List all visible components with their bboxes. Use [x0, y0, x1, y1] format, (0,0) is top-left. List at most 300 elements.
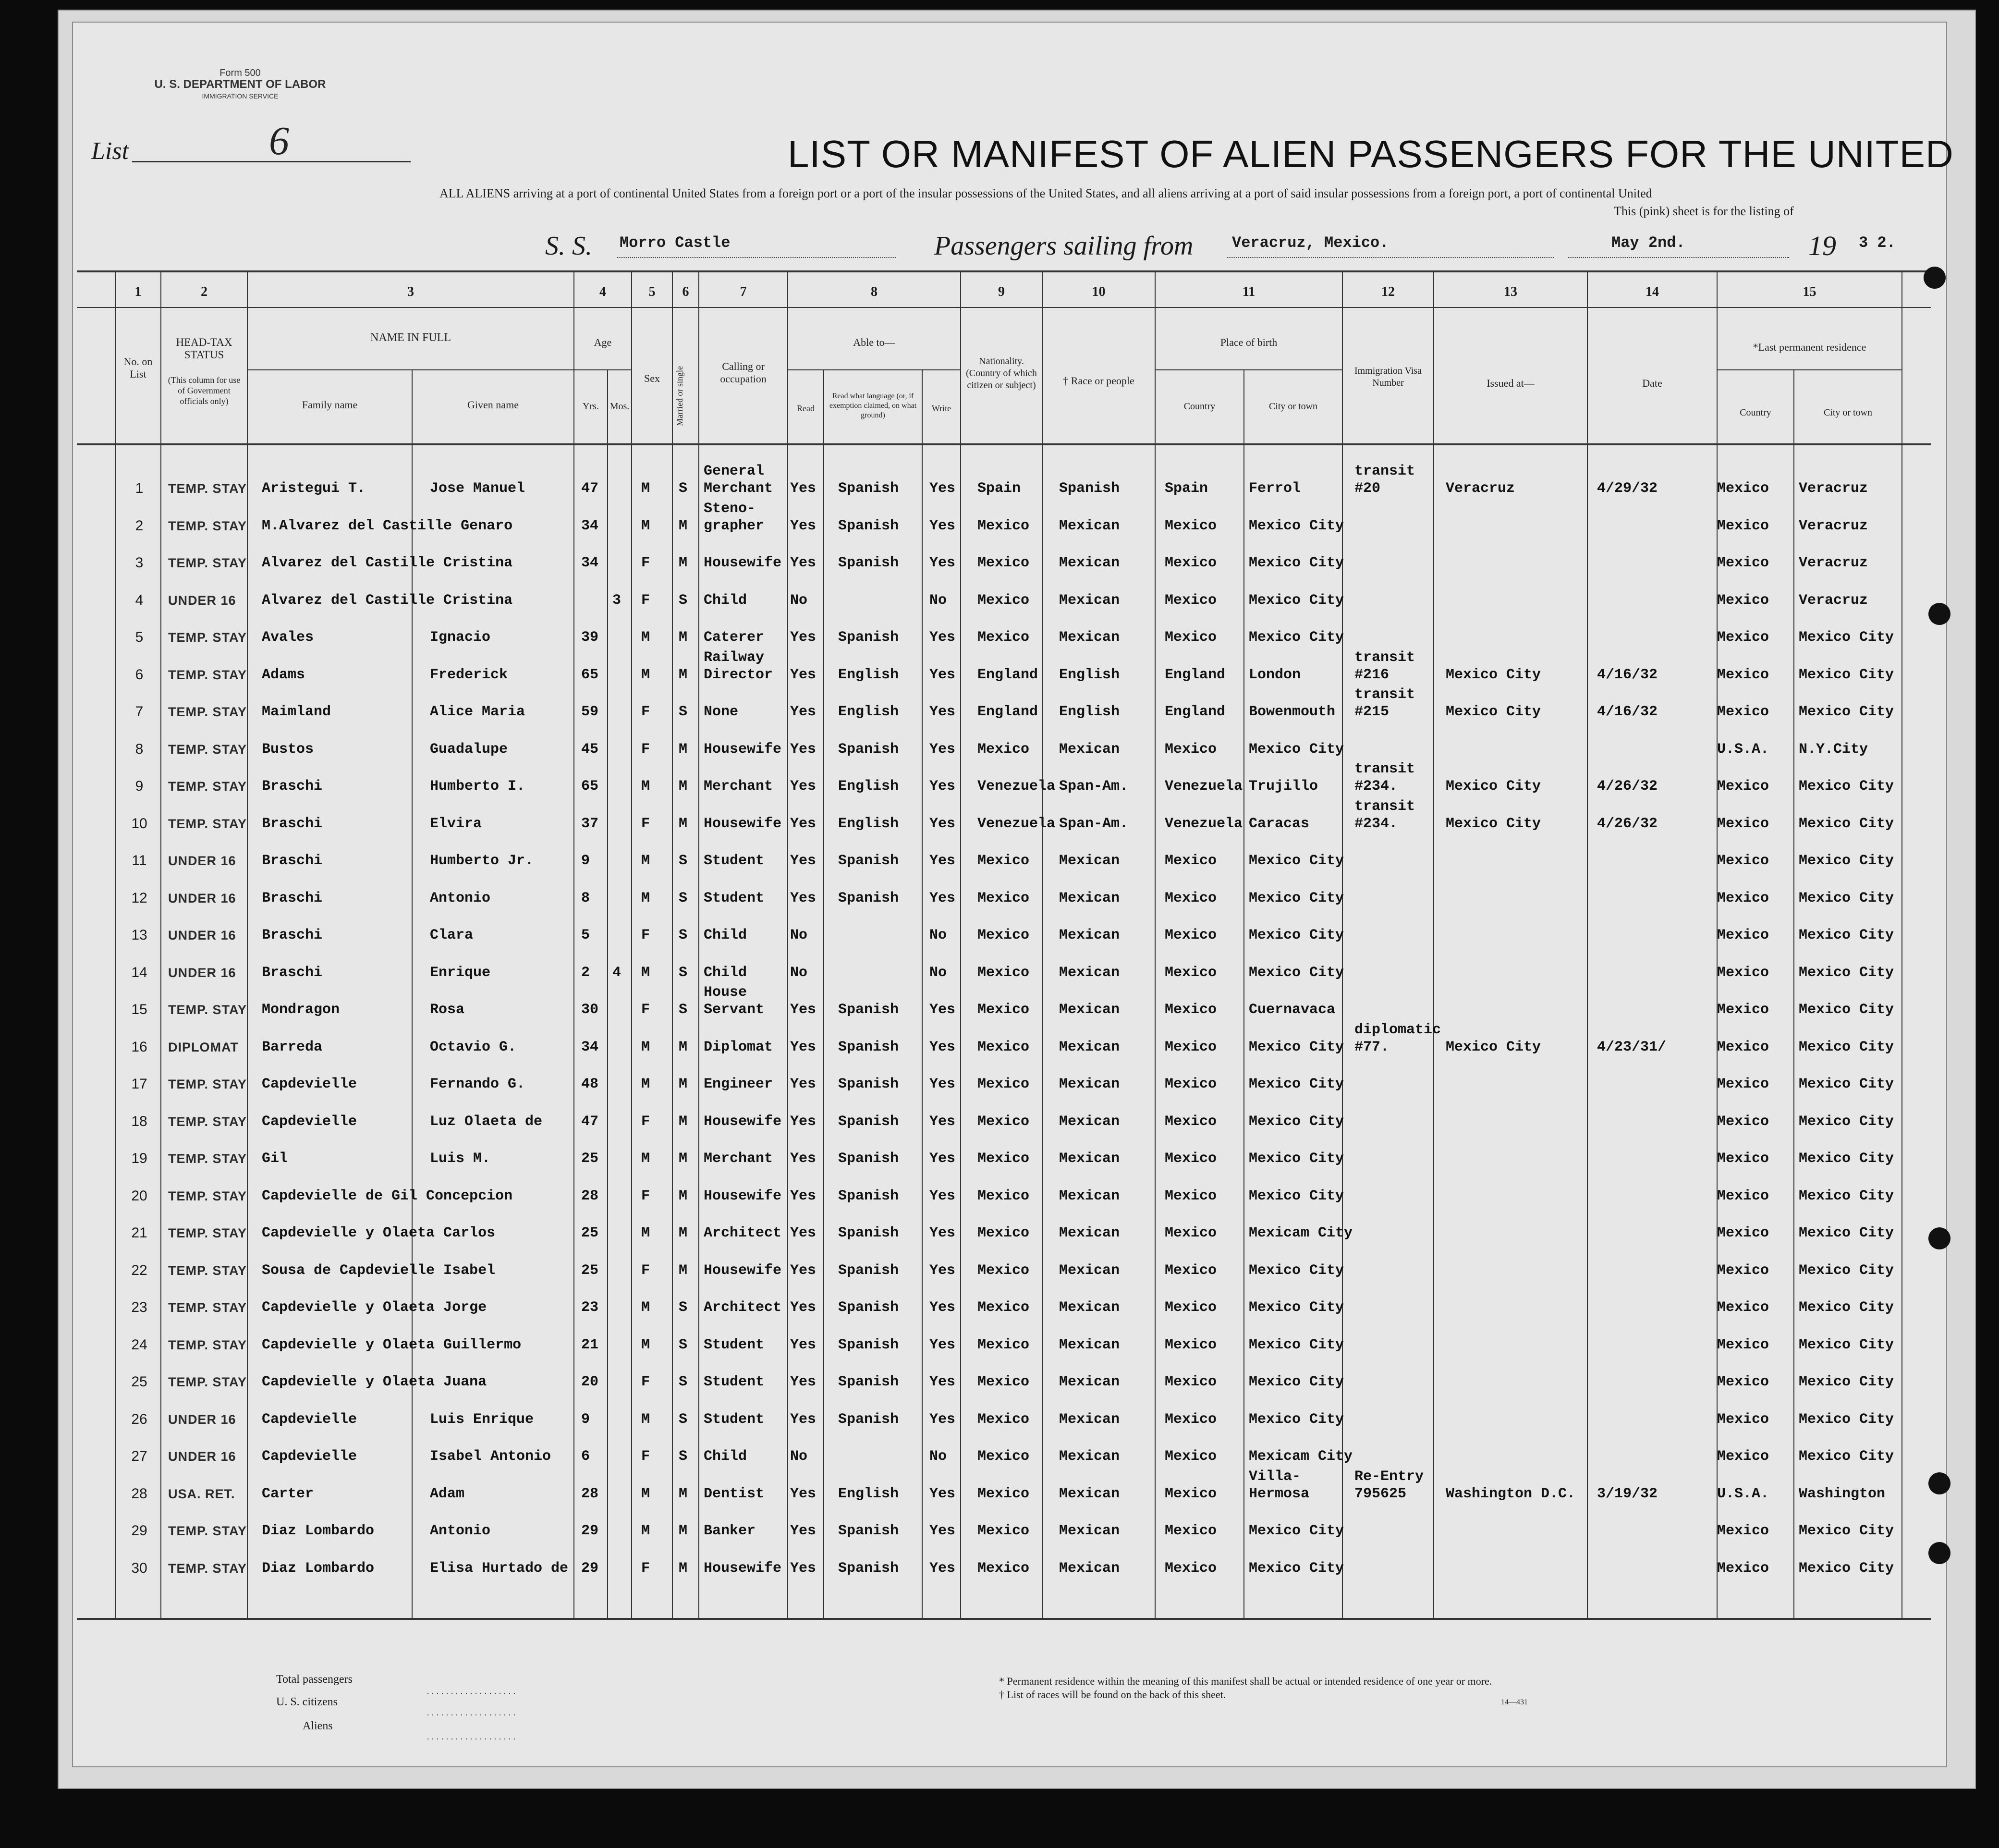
birth-city: Mexico City	[1249, 853, 1344, 869]
occupation: Merchant	[704, 1150, 773, 1167]
page-title: LIST OR MANIFEST OF ALIEN PASSENGERS FOR THE UNITED	[788, 133, 1954, 175]
race: English	[1059, 704, 1120, 720]
birth-city: Mexico City	[1249, 1039, 1344, 1055]
hdr-yrs: Yrs.	[583, 401, 599, 412]
marital-status: M	[679, 1039, 688, 1055]
nationality: Mexico	[977, 1113, 1030, 1130]
given-name: Antonio	[430, 1523, 491, 1539]
age-years: 37	[581, 815, 599, 832]
occupation: Merchant	[704, 778, 773, 795]
residence-country: Mexico	[1717, 629, 1769, 646]
sex: M	[641, 517, 650, 534]
visa-number: #20	[1354, 480, 1381, 497]
marital-status: M	[679, 1187, 688, 1204]
race: Spanish	[1059, 480, 1120, 497]
residence-city: Mexico City	[1799, 1560, 1894, 1577]
occupation: Student	[704, 1336, 765, 1353]
occupation: Housewife	[704, 815, 782, 832]
visa-issued-at: Mexico City	[1446, 815, 1541, 832]
family-name: Capdevielle y Olaeta Jorge	[262, 1299, 487, 1316]
head-tax-stamp: TEMP. STAY	[168, 481, 247, 496]
race: Mexican	[1059, 1411, 1120, 1428]
birth-city: Mexico City	[1249, 927, 1344, 943]
residence-city: Mexico City	[1799, 1411, 1894, 1428]
hdr-married: Married or single	[675, 366, 684, 427]
col-num-11: 11	[1242, 284, 1255, 299]
birth-country: Venezuela	[1165, 815, 1243, 832]
birth-country: Mexico	[1165, 1560, 1217, 1577]
read-language: Spanish	[838, 1336, 899, 1353]
residence-country: Mexico	[1717, 1560, 1769, 1577]
sex: M	[641, 480, 650, 497]
birth-country: Mexico	[1165, 1299, 1217, 1316]
residence-country: Mexico	[1717, 1002, 1769, 1018]
family-name: Bustos	[262, 741, 314, 758]
residence-country: Mexico	[1717, 517, 1769, 534]
row-number: 24	[131, 1336, 147, 1353]
sex: F	[641, 555, 650, 571]
nationality: Mexico	[977, 853, 1030, 869]
can-write: Yes	[929, 1262, 956, 1279]
residence-country: Mexico	[1717, 890, 1769, 906]
family-name: Gil	[262, 1150, 288, 1167]
read-language: Spanish	[838, 1150, 899, 1167]
sex: M	[641, 629, 650, 646]
age-years: 39	[581, 629, 599, 646]
visa-issued-at: Mexico City	[1446, 666, 1541, 683]
age-years: 48	[581, 1076, 599, 1092]
birth-city: Mexico City	[1249, 1523, 1344, 1539]
head-tax-stamp: TEMP. STAY	[168, 667, 247, 682]
occupation: Merchant	[704, 480, 773, 497]
row-number: 29	[131, 1523, 147, 1539]
birth-country: Mexico	[1165, 741, 1217, 758]
row-number: 4	[135, 592, 144, 608]
marital-status: M	[679, 555, 688, 571]
col-num-15: 15	[1803, 284, 1816, 299]
visa-top: transit	[1354, 686, 1415, 703]
hdr-read-lang: Read what language (or, if exemption claimed, on what ground)	[829, 392, 917, 419]
residence-country: Mexico	[1717, 815, 1769, 832]
birth-country: England	[1165, 704, 1226, 720]
given-name: Luz Olaeta de	[430, 1113, 543, 1130]
ss-label: S. S.	[545, 231, 592, 261]
sex: F	[641, 704, 650, 720]
birth-city: Mexico City	[1249, 890, 1344, 906]
marital-status: S	[679, 890, 688, 906]
residence-country: U.S.A.	[1717, 741, 1769, 758]
row-number: 6	[135, 666, 144, 683]
marital-status: S	[679, 964, 688, 981]
age-years: 28	[581, 1187, 599, 1204]
row-number: 18	[131, 1113, 147, 1129]
year-suffix: 3 2.	[1859, 234, 1896, 252]
read-language: Spanish	[838, 1299, 899, 1316]
residence-city: Mexico City	[1799, 1262, 1894, 1279]
race: Mexican	[1059, 1448, 1120, 1465]
sex: M	[641, 853, 650, 869]
read-language: Spanish	[838, 1002, 899, 1018]
residence-country: Mexico	[1717, 1262, 1769, 1279]
head-tax-stamp: DIPLOMAT	[168, 1040, 239, 1054]
col-num-4: 4	[599, 284, 606, 299]
can-read: Yes	[790, 1076, 817, 1092]
birth-city: Ferrol	[1249, 480, 1301, 497]
residence-city: Mexico City	[1799, 629, 1894, 646]
residence-city: Mexico City	[1799, 704, 1894, 720]
row-number: 13	[131, 927, 147, 943]
can-read: No	[790, 927, 808, 943]
residence-country: Mexico	[1717, 1187, 1769, 1204]
sex: M	[641, 1299, 650, 1316]
visa-date: 4/29/32	[1597, 480, 1658, 497]
occupation: Child	[704, 964, 747, 981]
given-name: Jose Manuel	[430, 480, 525, 497]
race: Mexican	[1059, 1262, 1120, 1279]
birth-country: England	[1165, 666, 1226, 683]
occupation: Director	[704, 666, 773, 683]
marital-status: S	[679, 853, 688, 869]
residence-city: Mexico City	[1799, 815, 1894, 832]
nationality: Mexico	[977, 629, 1030, 646]
occ-top: Steno-	[704, 500, 756, 517]
read-language: Spanish	[838, 1560, 899, 1577]
occupation: Engineer	[704, 1076, 773, 1092]
race: Mexican	[1059, 1336, 1120, 1353]
nationality: Spain	[977, 480, 1021, 497]
can-read: Yes	[790, 890, 817, 906]
birth-country: Mexico	[1165, 1002, 1217, 1018]
sex: M	[641, 1336, 650, 1353]
occupation: Dentist	[704, 1485, 765, 1502]
race: Mexican	[1059, 629, 1120, 646]
family-name: Braschi	[262, 815, 323, 832]
hdr-nationality: Nationality. (Country of which citizen or subject)	[966, 356, 1037, 391]
read-language: Spanish	[838, 890, 899, 906]
row-number: 30	[131, 1560, 147, 1576]
hdr-race: † Race or people	[1063, 375, 1134, 387]
can-write: Yes	[929, 1523, 956, 1539]
family-name: Braschi	[262, 853, 323, 869]
residence-city: Mexico City	[1799, 1187, 1894, 1204]
family-name: Capdevielle	[262, 1411, 357, 1428]
given-name: Humberto Jr.	[430, 853, 534, 869]
family-name: Capdevielle	[262, 1076, 357, 1092]
age-months: 4	[612, 964, 622, 981]
hdr-res-country: Country	[1740, 407, 1771, 418]
sex: F	[641, 592, 650, 609]
visa-date: 3/19/32	[1597, 1485, 1658, 1502]
birth-city: Hermosa	[1249, 1485, 1310, 1502]
given-name: Luis M.	[430, 1150, 491, 1167]
race: Mexican	[1059, 890, 1120, 906]
marital-status: S	[679, 1002, 688, 1018]
race: Mexican	[1059, 517, 1120, 534]
sex: F	[641, 927, 650, 943]
total-passengers-label: Total passengers	[276, 1673, 353, 1686]
nationality: Mexico	[977, 517, 1030, 534]
hdr-res-city: City or town	[1823, 407, 1873, 418]
row-number: 21	[131, 1225, 147, 1241]
col-num-8: 8	[871, 284, 878, 299]
row-number: 16	[131, 1039, 147, 1055]
can-read: Yes	[790, 629, 817, 646]
age-years: 47	[581, 480, 599, 497]
race: Mexican	[1059, 1076, 1120, 1092]
marital-status: S	[679, 927, 688, 943]
residence-city: Mexico City	[1799, 1039, 1894, 1055]
read-language: Spanish	[838, 1187, 899, 1204]
head-tax-stamp: TEMP. STAY	[168, 816, 247, 831]
read-language: English	[838, 778, 899, 795]
head-tax-stamp: UNDER 16	[168, 891, 236, 906]
occupation: Architect	[704, 1225, 782, 1241]
birth-city: Mexico City	[1249, 1560, 1344, 1577]
nationality: Mexico	[977, 1448, 1030, 1465]
age-years: 65	[581, 778, 599, 795]
hdr-birth-country: Country	[1183, 401, 1216, 412]
race: Mexican	[1059, 1299, 1120, 1316]
occupation: Student	[704, 1374, 765, 1390]
marital-status: M	[679, 1485, 688, 1502]
race: Mexican	[1059, 1225, 1120, 1241]
can-write: No	[929, 1448, 947, 1465]
can-write: No	[929, 592, 947, 609]
binder-hole	[1928, 1542, 1950, 1564]
visa-issued-at: Mexico City	[1446, 704, 1541, 720]
family-name: Barreda	[262, 1039, 323, 1055]
family-name: M.Alvarez del Castille Genaro	[262, 517, 513, 534]
can-read: Yes	[790, 1523, 817, 1539]
occupation: Diplomat	[704, 1039, 773, 1055]
sex: M	[641, 964, 650, 981]
age-years: 6	[581, 1448, 590, 1465]
nationality: Venezuela	[977, 815, 1056, 832]
row-number: 20	[131, 1187, 147, 1204]
occ-top: General	[704, 463, 765, 479]
row-number: 1	[135, 480, 144, 496]
family-name: Maimland	[262, 704, 331, 720]
read-language: English	[838, 1485, 899, 1502]
head-tax-stamp: USA. RET.	[168, 1486, 235, 1501]
hdr-read: Read	[797, 404, 815, 413]
visa-issued-at: Veracruz	[1446, 480, 1515, 497]
can-read: Yes	[790, 1113, 817, 1130]
residence-country: Mexico	[1717, 592, 1769, 609]
can-write: No	[929, 964, 947, 981]
given-name: Luis Enrique	[430, 1411, 534, 1428]
marital-status: M	[679, 778, 688, 795]
residence-country: Mexico	[1717, 1076, 1769, 1092]
family-name: Capdevielle	[262, 1448, 357, 1465]
read-language: Spanish	[838, 1076, 899, 1092]
head-tax-stamp: TEMP. STAY	[168, 1188, 247, 1203]
race: English	[1059, 666, 1120, 683]
nationality: Mexico	[977, 927, 1030, 943]
can-write: Yes	[929, 1560, 956, 1577]
age-years: 28	[581, 1485, 599, 1502]
age-months: 3	[612, 592, 622, 609]
can-write: Yes	[929, 555, 956, 571]
residence-country: Mexico	[1717, 1299, 1769, 1316]
age-years: 34	[581, 555, 599, 571]
race: Span-Am.	[1059, 778, 1129, 795]
head-tax-stamp: UNDER 16	[168, 965, 236, 980]
binder-hole	[1924, 267, 1946, 289]
row-number: 9	[135, 778, 144, 794]
residence-country: U.S.A.	[1717, 1485, 1769, 1502]
hdr-given-name: Given name	[467, 399, 519, 411]
birth-country: Mexico	[1165, 1113, 1217, 1130]
given-name: Elisa Hurtado de	[430, 1560, 569, 1577]
visa-issued-at: Washington D.C.	[1446, 1485, 1576, 1502]
birth-country: Venezuela	[1165, 778, 1243, 795]
hdr-issued-at: Issued at—	[1487, 377, 1535, 389]
read-language: Spanish	[838, 1225, 899, 1241]
marital-status: M	[679, 629, 688, 646]
sailing-label: Passengers sailing from	[934, 231, 1194, 261]
residence-city: Mexico City	[1799, 1523, 1894, 1539]
race: Mexican	[1059, 1002, 1120, 1018]
nationality: Mexico	[977, 1002, 1030, 1018]
head-tax-stamp: UNDER 16	[168, 928, 236, 942]
occupation: grapher	[704, 517, 765, 534]
race: Mexican	[1059, 1113, 1120, 1130]
sex: F	[641, 1002, 650, 1018]
can-write: Yes	[929, 1113, 956, 1130]
age-years: 29	[581, 1560, 599, 1577]
family-name: Capdevielle y Olaeta Guillermo	[262, 1336, 522, 1353]
given-name: Isabel Antonio	[430, 1448, 551, 1465]
can-read: Yes	[790, 1485, 817, 1502]
sex: M	[641, 1225, 650, 1241]
birth-city: Cuernavaca	[1249, 1002, 1336, 1018]
birth-country: Mexico	[1165, 1523, 1217, 1539]
can-write: Yes	[929, 1076, 956, 1092]
read-language: Spanish	[838, 1411, 899, 1428]
birth-city: London	[1249, 666, 1301, 683]
row-number: 8	[135, 741, 144, 757]
residence-city: Mexico City	[1799, 1076, 1894, 1092]
residence-country: Mexico	[1717, 1150, 1769, 1167]
row-number: 12	[131, 890, 147, 906]
read-language: English	[838, 815, 899, 832]
occ-top: House	[704, 984, 747, 1001]
family-name: Braschi	[262, 778, 323, 795]
given-name: Guadalupe	[430, 741, 508, 758]
nationality: Mexico	[977, 1076, 1030, 1092]
ship-name: Morro Castle	[620, 234, 731, 252]
age-years: 25	[581, 1225, 599, 1241]
sex: F	[641, 1262, 650, 1279]
sex: M	[641, 778, 650, 795]
sex: F	[641, 741, 650, 758]
col-num-2: 2	[201, 284, 207, 299]
can-write: Yes	[929, 778, 956, 795]
department: U. S. DEPARTMENT OF LABOR	[154, 78, 326, 91]
family-name: Capdevielle de Gil Concepcion	[262, 1187, 513, 1204]
can-read: Yes	[790, 1374, 817, 1390]
can-read: Yes	[790, 480, 817, 497]
family-name: Alvarez del Castille Cristina	[262, 592, 513, 609]
departure-port: Veracruz, Mexico.	[1232, 234, 1389, 252]
can-read: Yes	[790, 1002, 817, 1018]
occupation: Caterer	[704, 629, 765, 646]
race: Mexican	[1059, 853, 1120, 869]
visa-date: 4/26/32	[1597, 815, 1658, 832]
hdr-place-of-birth: Place of birth	[1220, 336, 1278, 348]
family-name: Braschi	[262, 964, 323, 981]
us-citizens-label: U. S. citizens	[276, 1696, 338, 1708]
nationality: Mexico	[977, 1523, 1030, 1539]
occupation: Architect	[704, 1299, 782, 1316]
can-read: Yes	[790, 1411, 817, 1428]
marital-status: M	[679, 1262, 688, 1279]
marital-status: S	[679, 480, 688, 497]
birth-country: Mexico	[1165, 1225, 1217, 1241]
sex: M	[641, 1039, 650, 1055]
row-number: 27	[131, 1448, 147, 1464]
can-write: Yes	[929, 815, 956, 832]
head-tax-stamp: TEMP. STAY	[168, 1151, 247, 1166]
given-name: Elvira	[430, 815, 482, 832]
family-name: Braschi	[262, 890, 323, 906]
occupation: Housewife	[704, 741, 782, 758]
footnote-races: † List of races will be found on the back of this sheet.	[999, 1689, 1226, 1701]
given-name: Humberto I.	[430, 778, 525, 795]
head-tax-stamp: TEMP. STAY	[168, 779, 247, 794]
head-tax-stamp: TEMP. STAY	[168, 1003, 247, 1017]
birth-city: Mexicam City	[1249, 1225, 1353, 1241]
row-number: 19	[131, 1150, 147, 1166]
marital-status: S	[679, 1336, 688, 1353]
read-language: Spanish	[838, 629, 899, 646]
nationality: Mexico	[977, 1262, 1030, 1279]
can-read: Yes	[790, 741, 817, 758]
read-language: Spanish	[838, 517, 899, 534]
birth-city: Mexico City	[1249, 1411, 1344, 1428]
marital-status: M	[679, 666, 688, 683]
given-name: Alice Maria	[430, 704, 525, 720]
age-years: 34	[581, 1039, 599, 1055]
occupation: Servant	[704, 1002, 765, 1018]
hdr-calling: Calling or occupation	[720, 360, 767, 385]
can-write: Yes	[929, 1299, 956, 1316]
sex: F	[641, 1113, 650, 1130]
list-number: 6	[269, 119, 289, 163]
marital-status: M	[679, 1113, 688, 1130]
head-tax-stamp: TEMP. STAY	[168, 518, 247, 533]
can-write: Yes	[929, 1485, 956, 1502]
can-write: Yes	[929, 666, 956, 683]
birth-city: Mexico City	[1249, 1374, 1344, 1390]
departure-date: May 2nd.	[1611, 234, 1685, 252]
race: Mexican	[1059, 1523, 1120, 1539]
occupation: Housewife	[704, 1187, 782, 1204]
marital-status: M	[679, 815, 688, 832]
occ-top: Railway	[704, 649, 765, 666]
can-read: Yes	[790, 1187, 817, 1204]
nationality: Mexico	[977, 1485, 1030, 1502]
residence-city: Mexico City	[1799, 853, 1894, 869]
sex: M	[641, 1411, 650, 1428]
birth-country: Mexico	[1165, 517, 1217, 534]
can-write: Yes	[929, 480, 956, 497]
visa-number: #215	[1354, 704, 1390, 720]
nationality: Mexico	[977, 1336, 1030, 1353]
read-language: Spanish	[838, 853, 899, 869]
birth-city: Mexico City	[1249, 1113, 1344, 1130]
